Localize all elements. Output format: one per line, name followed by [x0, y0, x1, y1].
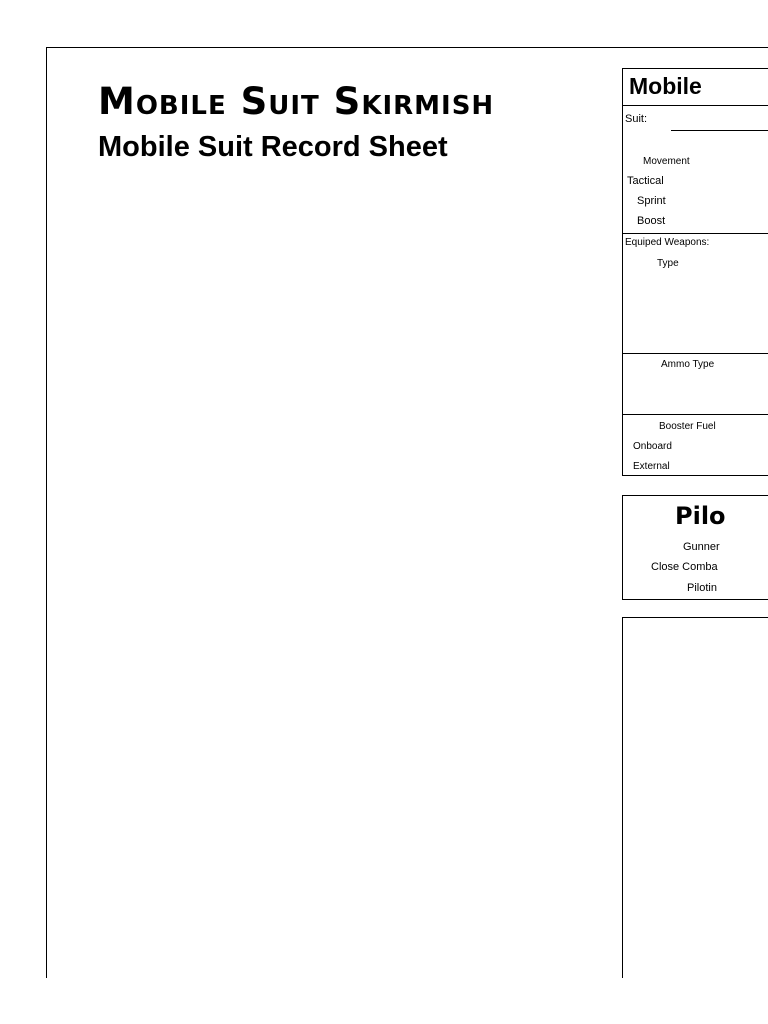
pilot-panel-title: Pilo [675, 502, 726, 530]
pilot-skill-label: Close Comba [651, 561, 718, 573]
suit-label: Suit: [625, 113, 648, 125]
movement-row: Tactical [627, 175, 664, 187]
divider [623, 414, 768, 415]
booster-fuel-header: Booster Fuel [659, 421, 716, 432]
pilot-skill-label: Pilotin [687, 582, 717, 594]
booster-row: External [633, 461, 670, 472]
pilot-panel [622, 495, 768, 600]
empty-panel [622, 617, 768, 978]
movement-row: Sprint [637, 195, 666, 207]
divider [623, 353, 768, 354]
movement-row: Boost [637, 215, 666, 227]
ammo-type-header: Ammo Type [661, 359, 715, 370]
divider [623, 105, 768, 106]
pilot-skill-label: Gunner [683, 541, 720, 553]
booster-row: Onboard [633, 441, 672, 452]
sheet-title: Mobile Suit Record Sheet [98, 131, 448, 163]
weapons-label: Equiped Weapons: [625, 237, 710, 248]
weapon-type-header: Type [657, 258, 679, 269]
mobile-suit-panel [622, 68, 768, 476]
suit-name-field[interactable] [671, 130, 768, 131]
game-title: Mobile Suit Skirmish [98, 80, 495, 123]
suit-panel-title: Mobile [629, 73, 702, 99]
divider [623, 233, 768, 234]
movement-header: Movement [643, 156, 690, 167]
